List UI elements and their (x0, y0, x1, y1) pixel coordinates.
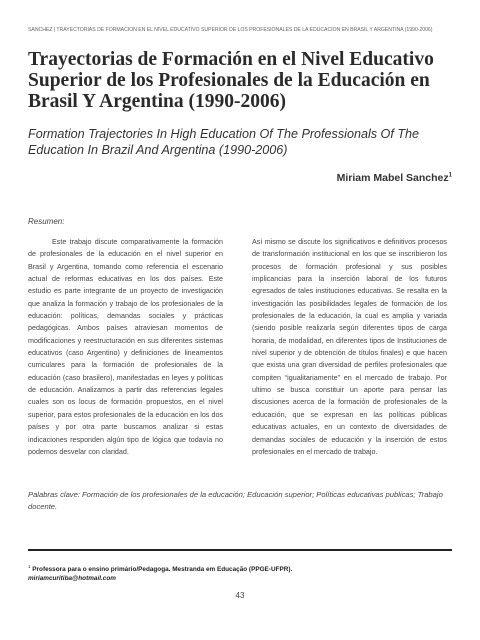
abstract-column-left: Este trabajo discute comparativamente la formación de profesionales de la educación en el nivel superior en Brasil y Argentina, tomando como referencia el escenario actual de reformas educativas en los dos países. Este estudio es parte integrante de un proyecto de investigación que analiza la formación y trabajo de los profesionales de la educación: políticas, demandas sociales y prácticas pedagógicas. Ambos países atraviesan momentos de modificaciones y reestructuración en sus diferentes sistemas educativos (caso Argentino) y definiciones de lineamentos curriculares para la formación de profesionales de la educación (caso brasilero), manifestadas en leyes y políticas de educación. Analizamos a partir das referencias legales cuales son os locus de formación propuestos, en el nivel superior, para estos profesionales de la educación en los dos países y por otra parte buscamos analizar si estas indicaciones responden algún tipo de lógica que todavía no podemos desvelar con claridad. (28, 238, 223, 456)
author-name: Miriam Mabel Sanchez (336, 172, 449, 184)
running-header: SANCHEZ | TRAYECTORIAS DE FORMACIÓN EN EL NIVEL EDUCATIVO SUPERIOR DE LOS PROFESIONALES DE LA EDUCACIÓN EN BRASIL Y ARGENTINA (1990-2006) (28, 27, 433, 33)
author-line (337, 172, 452, 184)
page-number: 43 (235, 591, 245, 600)
footnote (28, 563, 452, 583)
footnote-email[interactable]: miriamcuritiba@hotmail.com (28, 574, 116, 582)
footnote-text: Professora para o ensino primário/Pedagoga. Mestranda em Educação (PPGE-UFPR). (32, 566, 293, 574)
footnote-divider (28, 549, 452, 551)
article-title: Trayectorias de Formación en el Nivel Educativo Superior de los Profesionales de la Educación en Brasil Y Argentina (1990-2006) (28, 49, 434, 112)
abstract-column-right: Así mismo se discute los significativos e definitivos procesos de transformación institucional en los que se inscribieron los procesos de formación profesional y sus posibles implicancias para la inserción laboral de los futuros egresados de tales instituciones educativas. Se resalta en la investigación las posibilidades legales de formación de los profesionales de la educación, la cual es amplia y variada (siendo posible realizarla según diferentes tipos de carga horaria, de modalidad, en diferentes tipos de Instituciones de nivel superior y de obtención de títulos finales) e que hacen que exista una gran diversidad de perfiles profesionales que compiten “igualitariamente” en el mercado de trabajo. Por ultimo se busca constituir un aporte para pensar las discusiones acerca de la formación de profesionales de la educación, que se expresan en las políticas públicas educativas actuales, en un contexto de diversidades de demandas sociales de educación y la inserción de estos profesionales en el mercado de trabajo. (252, 238, 447, 456)
keywords: Palabras clave: Formación de los profesionales de la educación; Educación superior; Políticas educativas publicas; Trabajo docente. (28, 490, 443, 512)
author-note-mark: 1 (448, 172, 452, 179)
footnote-mark: 1 (28, 564, 31, 569)
abstract-label: Resumen: (28, 217, 65, 226)
article-subtitle: Formation Trajectories In High Education Of The Professionals Of The Education In Brazil And Argentina (1990-2006) (28, 127, 420, 157)
